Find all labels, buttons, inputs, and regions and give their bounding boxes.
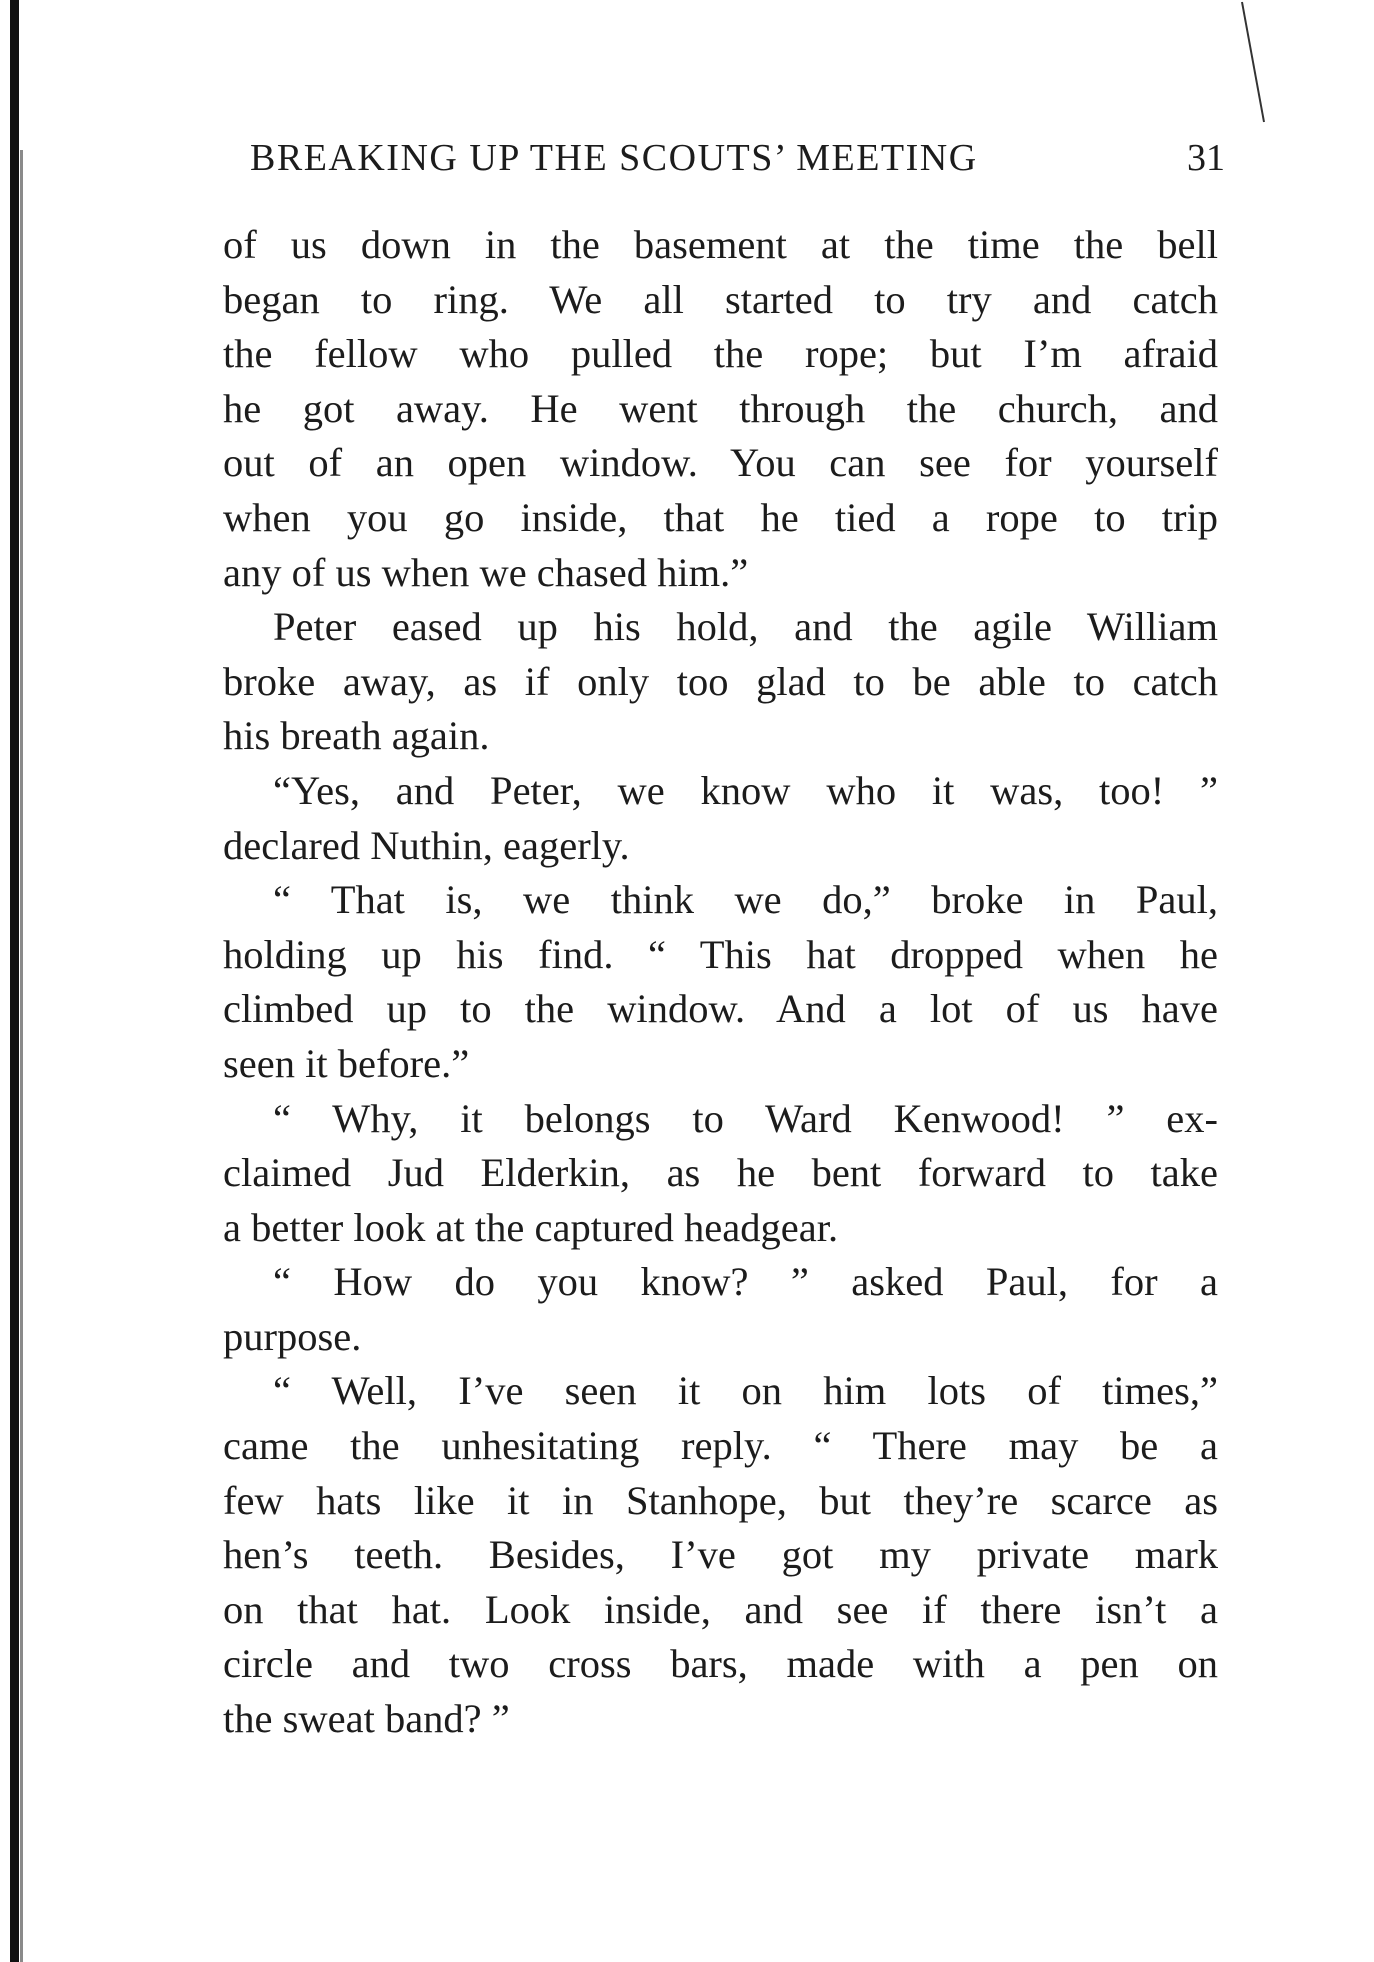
text-line: “ That is, we think we do,” broke in Paul, — [273, 877, 1218, 923]
text-line: “Yes, and Peter, we know who it was, too! ” — [273, 767, 1218, 813]
paragraph — [223, 218, 1218, 600]
text-line: holding up his find. “ This hat dropped when he — [223, 931, 1218, 977]
text-line: a better look at the captured headgear. — [223, 1204, 839, 1250]
running-title: BREAKING UP THE SCOUTS’ MEETING — [250, 137, 978, 179]
text-line: purpose. — [223, 1313, 362, 1359]
text-line: climbed up to the window. And a lot of us have — [223, 986, 1218, 1032]
text-line: hen’s teeth. Besides, I’ve got my private mark — [223, 1532, 1218, 1578]
page-binding-edge — [10, 0, 19, 1962]
text-line: began to ring. We all started to try and catch — [223, 276, 1218, 322]
text-line: of us down in the basement at the time the bell — [223, 222, 1218, 267]
paragraph — [223, 1092, 1218, 1256]
text-line: seen it before.” — [223, 1040, 470, 1086]
text-line: on that hat. Look inside, and see if there isn’t a — [223, 1586, 1218, 1632]
text-line: “ How do you know? ” asked Paul, for a — [273, 1259, 1218, 1305]
body-text — [223, 218, 1218, 1747]
text-line: came the unhesitating reply. “ There may be a — [223, 1423, 1218, 1469]
text-line: out of an open window. You can see for yourself — [223, 440, 1218, 486]
paragraph — [223, 764, 1218, 873]
text-line: the sweat band? ” — [223, 1696, 510, 1742]
text-line: “ Well, I’ve seen it on him lots of times,” — [273, 1368, 1218, 1414]
text-line: his breath again. — [223, 713, 490, 759]
scan-mark — [1240, 0, 1270, 125]
text-line: circle and two cross bars, made with a pen on — [223, 1641, 1218, 1687]
page-number: 31 — [1187, 137, 1225, 179]
text-line: he got away. He went through the church, and — [223, 385, 1218, 431]
text-line: any of us when we chased him.” — [223, 549, 749, 595]
paragraph — [223, 873, 1218, 1091]
text-line: declared Nuthin, eagerly. — [223, 822, 630, 868]
text-line: claimed Jud Elderkin, as he bent forward to take — [223, 1150, 1218, 1196]
paragraph — [223, 600, 1218, 764]
text-line: Peter eased up his hold, and the agile William — [273, 604, 1218, 650]
text-line: few hats like it in Stanhope, but they’re scarce as — [223, 1477, 1218, 1523]
paragraph — [223, 1255, 1218, 1364]
running-head — [250, 136, 1225, 186]
text-line: the fellow who pulled the rope; but I’m afraid — [223, 331, 1218, 377]
page-binding-shadow — [20, 150, 23, 1962]
paragraph — [223, 1364, 1218, 1746]
text-line: broke away, as if only too glad to be able to catch — [223, 658, 1218, 704]
text-line: when you go inside, that he tied a rope to trip — [223, 494, 1218, 540]
text-line: “ Why, it belongs to Ward Kenwood! ” ex- — [273, 1095, 1218, 1141]
